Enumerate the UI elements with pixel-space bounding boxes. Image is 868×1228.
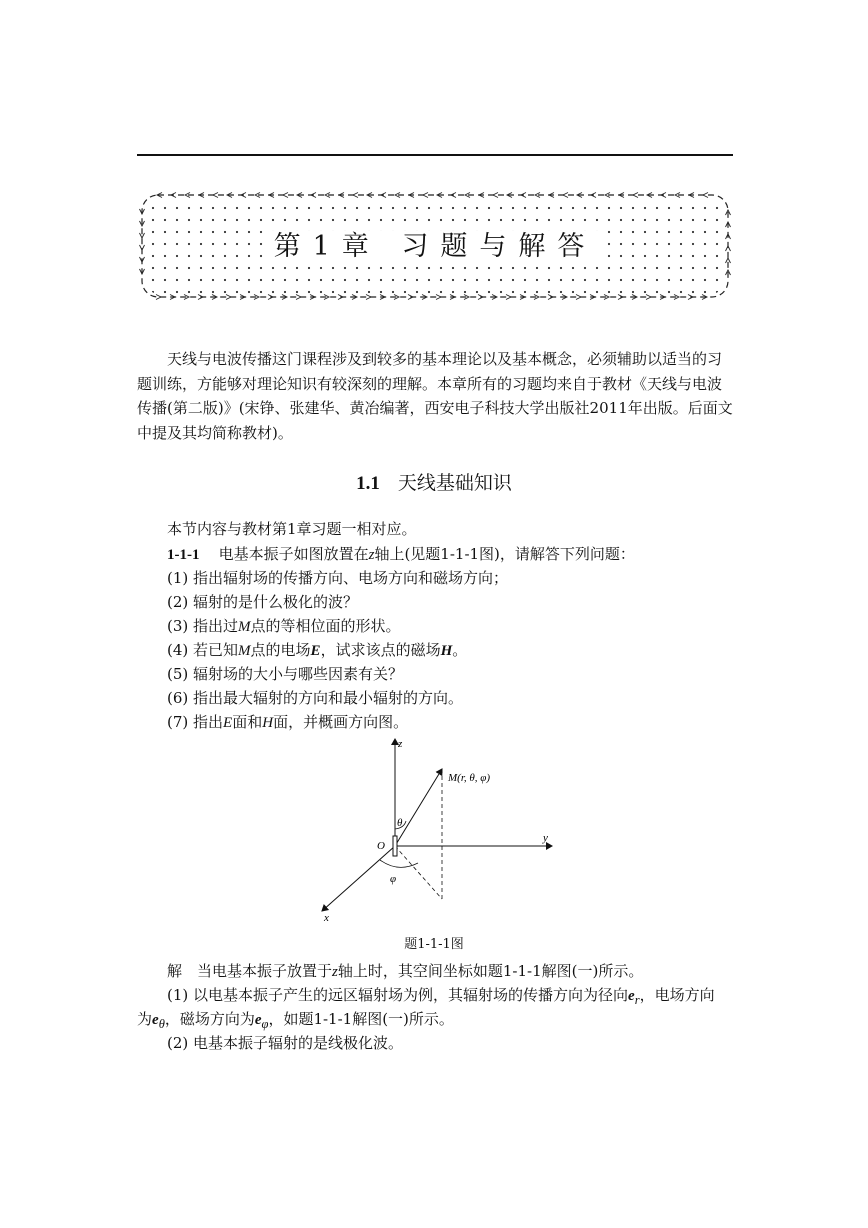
question-7: (7) 指出E面和H面，并概画方向图。 [167, 713, 409, 731]
problem-id: 1-1-1 [167, 547, 200, 563]
phi-arc [380, 860, 418, 867]
border-arrow [423, 193, 428, 198]
m-point-label: M(r, θ, φ) [448, 772, 491, 784]
solution-line-4: (2) 电基本振子辐射的是线极化波。 [167, 1034, 404, 1052]
border-arrow [703, 193, 708, 198]
section-note: 本节内容与教材第1章习题一相对应。 [167, 520, 417, 538]
section-number: 1.1 [356, 473, 380, 494]
border-arrow [436, 295, 441, 300]
z-label: z [398, 738, 403, 750]
question-4: (4) 若已知M点的电场E，试求该点的磁场H。 [167, 641, 468, 659]
chapter-banner [137, 192, 733, 300]
question-2: (2) 辐射的是什么极化的波？ [167, 593, 359, 611]
border-arrow [156, 295, 161, 300]
section-heading [0, 468, 868, 495]
question-5: (5) 辐射场的大小与哪些因素有关？ [167, 665, 404, 683]
header-rule [137, 154, 733, 156]
projection-base [395, 846, 442, 899]
border-arrow [213, 193, 218, 198]
border-arrow [366, 295, 371, 300]
question-3: (3) 指出过M点的等相位面的形状。 [167, 617, 401, 635]
border-arrow [226, 295, 231, 300]
dipole-element [393, 836, 397, 856]
origin-label: O [377, 840, 385, 852]
border-arrow [296, 295, 301, 300]
section-title: 天线基础知识 [397, 472, 512, 494]
figure-caption: 题1-1-1图 [404, 937, 464, 952]
coordinate-figure [310, 733, 560, 923]
coordinate-diagram [310, 733, 560, 923]
question-6: (6) 指出最大辐射的方向和最小辐射的方向。 [167, 689, 464, 707]
border-arrow [646, 295, 651, 300]
x-axis [322, 846, 395, 911]
border-arrow [563, 193, 568, 198]
y-label: y [543, 832, 548, 844]
border-arrow [633, 193, 638, 198]
chapter-title [137, 224, 733, 263]
radial-vector [395, 769, 442, 846]
problem-stem: 1-1-1 电基本振子如图放置在z轴上(见题1-1-1图)，请解答下列问题： [167, 545, 635, 563]
phi-label: φ [390, 873, 397, 885]
border-arrow [353, 193, 358, 198]
question-1: (1) 指出辐射场的传播方向、电场方向和磁场方向； [167, 569, 509, 587]
theta-label: θ [397, 817, 403, 829]
solution-line-3: 为$e_\theta$，磁场方向为$e_\varphi$，如题1-1-1解图(一)所示。 [137, 1010, 454, 1031]
border-arrow [493, 193, 498, 198]
x-label: x [324, 912, 329, 923]
solution-line-1: 解 当电基本振子放置于z轴上时，其空间坐标如题1-1-1解图(一)所示。 [167, 962, 644, 980]
intro-paragraph: 天线与电波传播这门课程涉及到较多的基本理论以及基本概念，必须辅助以适当的习题训练，方能够对理论知识有较深刻的理解。本章所有的习题均来自于教材《天线与电波传播(第二版)》(宋铮、张建华、黄冶编著，西安电子科技大学出版社2011年出版。后面文中提及其均简称教材)。 [137, 350, 733, 443]
border-arrow [576, 295, 581, 300]
solution-line-2: (1) 以电基本振子产生的远区辐射场为例，其辐射场的传播方向为径向$e_r$，电场方向 [167, 986, 715, 1007]
chapter-title-text: 第1章 习题与解答 [268, 231, 603, 262]
border-arrow [283, 193, 288, 198]
border-arrow [506, 295, 511, 300]
